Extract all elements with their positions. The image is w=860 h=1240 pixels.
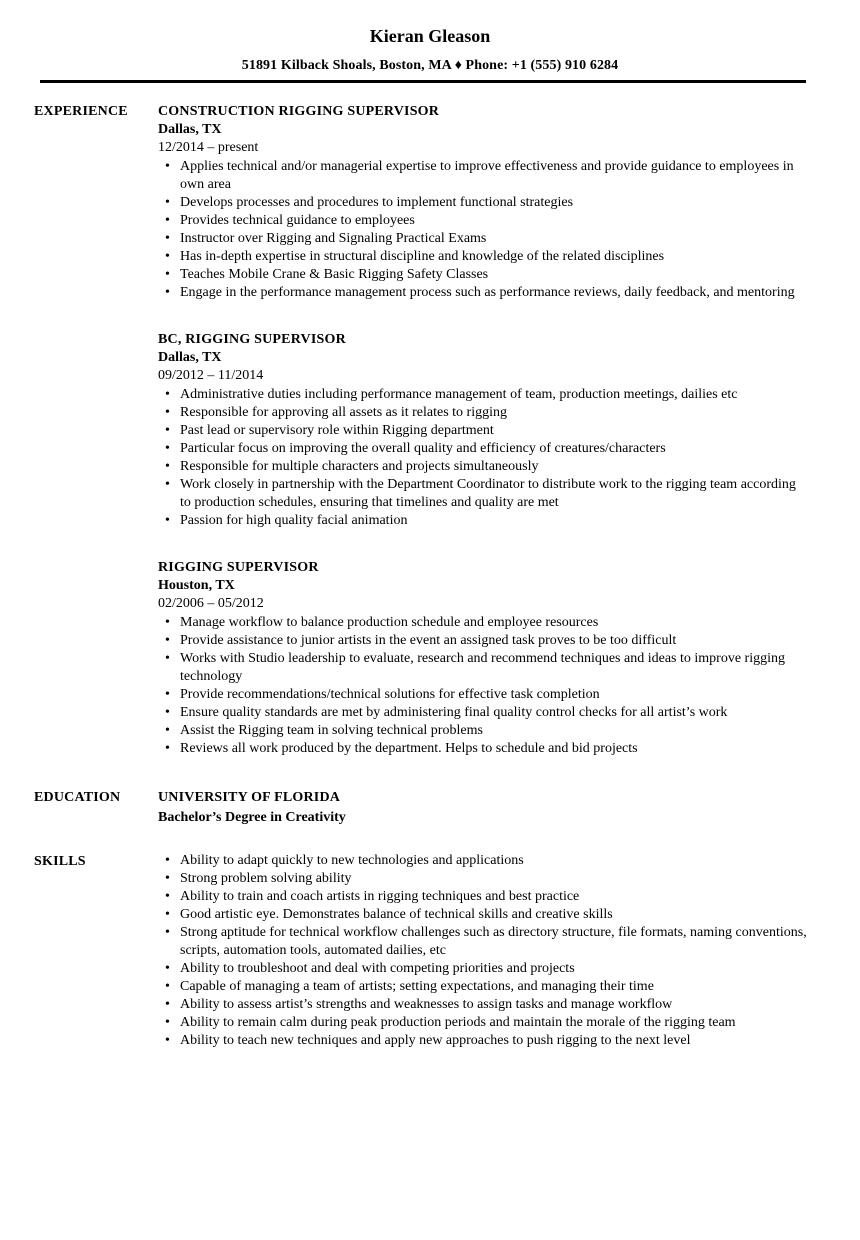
bullet-item: • Ability to teach new techniques and apply new approaches to push rigging to the next level (158, 1032, 810, 1050)
job-bullet-list (158, 614, 810, 758)
job-entry (158, 330, 810, 530)
job-title: BC, RIGGING SUPERVISOR (158, 332, 346, 347)
bullet-item: • Ability to train and coach artists in rigging techniques and best practice (158, 888, 810, 906)
bullet-item: • Responsible for approving all assets as it relates to rigging (158, 404, 810, 422)
bullet-item: • Works with Studio leadership to evaluate, research and recommend techniques and ideas to improve rigging technology (158, 650, 810, 686)
job-dates: 12/2014 – present (158, 140, 259, 155)
bullet-item: • Strong aptitude for technical workflow challenges such as directory structure, file formats, naming conventions, scripts, automation tools, automated dailies, etc (158, 924, 810, 960)
job-bullet-list (158, 158, 810, 302)
bullet-item: • Past lead or supervisory role within Rigging department (158, 422, 810, 440)
job-title: CONSTRUCTION RIGGING SUPERVISOR (158, 104, 440, 119)
bullet-item: • Provides technical guidance to employees (158, 212, 810, 230)
job-location: Houston, TX (158, 578, 235, 593)
resume-body (0, 83, 860, 1050)
section-label-experience: EXPERIENCE (34, 104, 128, 119)
job-location: Dallas, TX (158, 350, 222, 365)
bullet-item: • Passion for high quality facial animation (158, 512, 810, 530)
skills-bullet-list (158, 852, 810, 1050)
section-education (34, 788, 810, 828)
job-location: Dallas, TX (158, 122, 222, 137)
education-degree: Bachelor’s Degree in Creativity (158, 810, 346, 825)
section-label-education: EDUCATION (34, 790, 121, 805)
job-title: RIGGING SUPERVISOR (158, 560, 319, 575)
job-entry (158, 102, 810, 302)
bullet-item: • Ability to assess artist’s strengths and weaknesses to assign tasks and manage workflow (158, 996, 810, 1014)
bullet-item: • Ability to remain calm during peak production periods and maintain the morale of the rigging team (158, 1014, 810, 1032)
job-entry (158, 558, 810, 758)
section-skills (34, 852, 810, 1050)
bullet-item: • Responsible for multiple characters and projects simultaneously (158, 458, 810, 476)
job-bullet-list (158, 386, 810, 530)
job-dates: 09/2012 – 11/2014 (158, 368, 264, 383)
bullet-item: • Ensure quality standards are met by administering final quality control checks for all artist’s work (158, 704, 810, 722)
bullet-item: • Has in-depth expertise in structural discipline and knowledge of the related disciplines (158, 248, 810, 266)
section-label-skills: SKILLS (34, 854, 86, 869)
job-dates: 02/2006 – 05/2012 (158, 596, 264, 611)
bullet-item: • Capable of managing a team of artists; setting expectations, and managing their time (158, 978, 810, 996)
bullet-item: • Instructor over Rigging and Signaling Practical Exams (158, 230, 810, 248)
experience-jobs (158, 102, 810, 758)
bullet-item: • Administrative duties including performance management of team, production meetings, dailies etc (158, 386, 810, 404)
education-school: UNIVERSITY OF FLORIDA (158, 790, 341, 805)
bullet-item: • Strong problem solving ability (158, 870, 810, 888)
bullet-item: • Provide recommendations/technical solutions for effective task completion (158, 686, 810, 704)
skills-body (158, 852, 810, 1050)
bullet-item: • Teaches Mobile Crane & Basic Rigging Safety Classes (158, 266, 810, 284)
bullet-item: • Develops processes and procedures to implement functional strategies (158, 194, 810, 212)
bullet-item: • Manage workflow to balance production schedule and employee resources (158, 614, 810, 632)
candidate-name: Kieran Gleason (369, 26, 491, 46)
bullet-item: • Good artistic eye. Demonstrates balance of technical skills and creative skills (158, 906, 810, 924)
bullet-item: • Assist the Rigging team in solving technical problems (158, 722, 810, 740)
contact-line: 51891 Kilback Shoals, Boston, MA ♦ Phone: +1 (555) 910 6284 (241, 58, 619, 73)
bullet-item: • Ability to troubleshoot and deal with competing priorities and projects (158, 960, 810, 978)
section-experience (34, 102, 810, 758)
bullet-item: • Particular focus on improving the overall quality and efficiency of creatures/characters (158, 440, 810, 458)
bullet-item: • Reviews all work produced by the department. Helps to schedule and bid projects (158, 740, 810, 758)
bullet-item: • Provide assistance to junior artists in the event an assigned task proves to be too difficult (158, 632, 810, 650)
resume-header (0, 0, 860, 83)
education-body (158, 788, 810, 828)
bullet-item: • Engage in the performance management process such as performance reviews, daily feedback, and mentoring (158, 284, 810, 302)
bullet-item: • Ability to adapt quickly to new technologies and applications (158, 852, 810, 870)
bullet-item: • Applies technical and/or managerial expertise to improve effectiveness and provide guidance to employees in own area (158, 158, 810, 194)
bullet-item: • Work closely in partnership with the Department Coordinator to distribute work to the rigging team according to production schedules, ensuring that timelines and quality are met (158, 476, 810, 512)
